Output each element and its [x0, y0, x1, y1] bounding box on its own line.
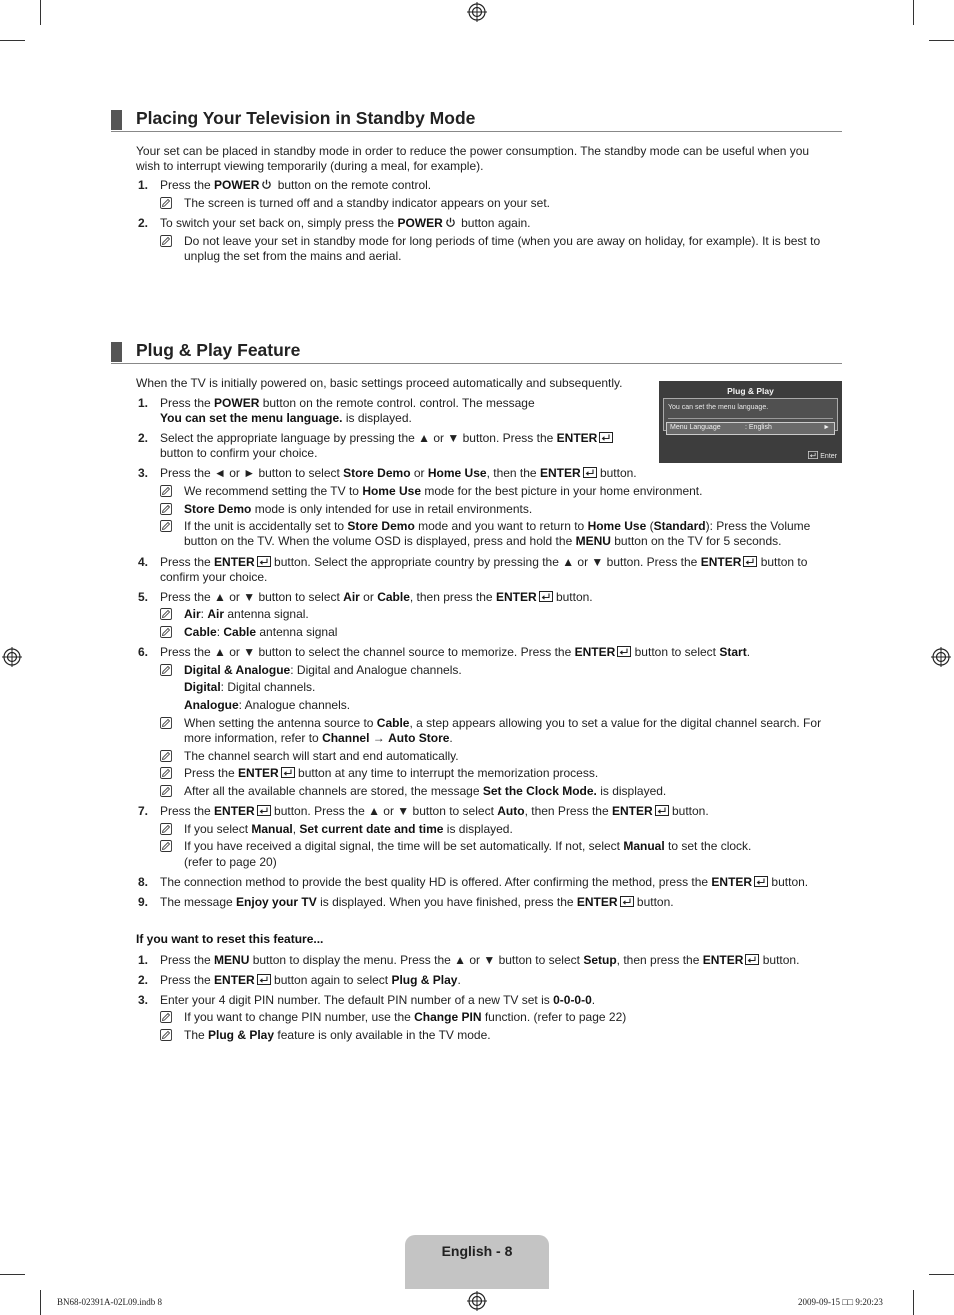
step-text: To switch your set back on, simply press the	[160, 216, 398, 230]
step-number: 1.	[138, 953, 149, 967]
note-icon	[160, 840, 171, 851]
step-number: 2.	[138, 973, 149, 987]
step-number: 1.	[138, 178, 149, 192]
step-number: 4.	[138, 555, 149, 569]
plug-step6-note2-line2: more information, refer to Channel → Auto Store.	[184, 731, 453, 745]
plug-step4: Press the ENTER button. Select the appropriate country by pressing the ▲ or ▼ button. Press the ENTER button to	[160, 555, 808, 569]
standby-step1-note: The screen is turned off and a standby indicator appears on your set.	[184, 196, 550, 210]
reset-heading	[136, 932, 323, 947]
plug-step6-note1-line2: Digital: Digital channels.	[184, 680, 316, 694]
note-icon	[160, 785, 171, 796]
plug-step3-note2: Store Demo mode is only intended for use in retail environments.	[184, 502, 533, 516]
print-footer-right: 2009-09-15 □□ 9:20:23	[798, 1297, 883, 1307]
power-keyword: POWER	[397, 216, 443, 230]
enter-icon	[743, 556, 757, 567]
standby-step2-note-line1: Do not leave your set in standby mode for long periods of time (when you are away on holiday, for example). It is best to	[184, 234, 821, 248]
osd-row-label: Menu Language	[670, 424, 721, 431]
standby-intro-line2: wish to interrupt viewing temporarily (during a meal, for example).	[136, 159, 484, 173]
section-title-bar	[111, 342, 122, 362]
step-number: 7.	[138, 804, 149, 818]
enter-icon	[583, 467, 597, 478]
standby-intro-line1: Your set can be placed in standby mode in order to reduce the power consumption. The standby mode can be useful when you	[136, 144, 810, 158]
note-icon	[160, 520, 171, 531]
plug-step6-note2: When setting the antenna source to Cable, a step appears allowing you to set a value for the digital channel search. For	[184, 716, 822, 730]
osd-title: Plug & Play	[727, 386, 774, 396]
plug-step9: The message Enjoy your TV is displayed. When you have finished, press the ENTER button.	[160, 895, 674, 909]
section-title-bar	[111, 110, 122, 130]
note-icon	[160, 750, 171, 761]
step-text: Press the	[160, 178, 215, 192]
registration-mark-icon	[467, 1291, 487, 1311]
plug-step6-note5: After all the available channels are stored, the message Set the Clock Mode. is displayed.	[184, 784, 667, 798]
osd-message: You can set the menu language.	[668, 404, 769, 411]
crop-mark	[0, 40, 25, 41]
plug-step8: The connection method to provide the best quality HD is offered. After confirming the method, press the ENTER button.	[160, 875, 809, 889]
osd-menu-language-row	[666, 422, 835, 435]
note-icon	[160, 664, 171, 675]
registration-mark-icon	[2, 647, 22, 667]
section-title-text: Placing Your Television in Standby Mode	[136, 108, 476, 128]
standby-step2	[160, 216, 531, 231]
crop-mark	[929, 1274, 954, 1275]
plug-step7-note2: If you have received a digital signal, the time will be set automatically. If not, select Manual to set the clock.	[184, 839, 752, 853]
plug-step3-note1: We recommend setting the TV to Home Use mode for the best picture in your home environment.	[184, 484, 703, 498]
reset-step3: Enter your 4 digit PIN number. The default PIN number of a new TV set is 0-0-0-0.	[160, 993, 596, 1007]
note-icon	[160, 823, 171, 834]
osd-panel	[663, 398, 838, 431]
note-icon	[160, 767, 171, 778]
section-title-standby	[111, 109, 842, 132]
enter-icon	[257, 556, 271, 567]
step-number: 6.	[138, 645, 149, 659]
section-title-plug-and-play	[111, 341, 842, 364]
plug-step3: Press the ◄ or ► button to select Store Demo or Home Use, then the ENTER button.	[160, 466, 637, 480]
note-icon	[160, 197, 171, 208]
plug-step7-note1: If you select Manual, Set current date and time is displayed.	[184, 822, 513, 836]
plug-step7: Press the ENTER button. Press the ▲ or ▼ button to select Auto, then Press the ENTER button.	[160, 804, 709, 818]
plug-step2: Select the appropriate language by pressing the ▲ or ▼ button. Press the ENTER	[160, 431, 613, 446]
reset-step3-note1: If you want to change PIN number, use the Change PIN function. (refer to page 22)	[184, 1010, 627, 1024]
reset-step2: Press the ENTER button again to select Plug & Play.	[160, 973, 461, 987]
step-number: 1.	[138, 396, 149, 410]
step-number: 5.	[138, 590, 149, 604]
plug-step6-note4: Press the ENTER button at any time to interrupt the memorization process.	[184, 766, 599, 780]
standby-step1	[160, 178, 431, 193]
enter-icon	[281, 767, 295, 778]
enter-icon	[599, 432, 613, 443]
plug-step3-note3: If the unit is accidentally set to Store Demo mode and you want to return to Home Use (Standard): Press the Volume	[184, 519, 811, 533]
plug-step5-note2: Cable: Cable antenna signal	[184, 625, 338, 639]
crop-mark	[0, 1274, 25, 1275]
plug-step6-note1-line3: Analogue: Analogue channels.	[184, 698, 351, 712]
note-icon	[160, 717, 171, 728]
enter-icon	[754, 876, 768, 887]
plug-step2-line2: button to confirm your choice.	[160, 446, 318, 460]
osd-footer-label: Enter	[820, 453, 837, 460]
power-keyword: POWER	[214, 178, 260, 192]
step-number: 3.	[138, 993, 149, 1007]
step-number: 8.	[138, 875, 149, 889]
reset-step1: Press the MENU button to display the menu. Press the ▲ or ▼ button to select Setup, then press the ENTER button.	[160, 953, 800, 967]
note-icon	[160, 608, 171, 619]
reset-heading-text: If you want to reset this feature...	[136, 932, 324, 946]
crop-mark	[913, 1290, 914, 1315]
enter-icon	[617, 646, 631, 657]
step-text: button on the remote control.	[274, 178, 432, 192]
enter-icon	[257, 805, 271, 816]
plug-step1-line2: You can set the menu language. is displayed.	[160, 411, 412, 425]
plug-step4-line2: confirm your choice.	[160, 570, 268, 584]
step-number: 2.	[138, 431, 149, 445]
enter-icon	[655, 805, 669, 816]
reset-step3-note2: The Plug & Play feature is only available in the TV mode.	[184, 1028, 491, 1042]
note-icon	[160, 1011, 171, 1022]
enter-icon	[539, 591, 553, 602]
plug-step1: Press the POWER button on the remote control. control. The message	[160, 396, 535, 410]
osd-footer	[808, 451, 837, 460]
print-footer-left: BN68-02391A-02L09.indb 8	[57, 1297, 162, 1307]
power-icon	[445, 217, 456, 228]
plug-step6: Press the ▲ or ▼ button to select the channel source to memorize. Press the ENTER button to select Start.	[160, 645, 751, 659]
note-icon	[160, 1029, 171, 1040]
plug-intro: When the TV is initially powered on, basic settings proceed automatically and subsequently.	[136, 376, 623, 390]
note-icon	[160, 235, 171, 246]
registration-mark-icon	[931, 647, 951, 667]
osd-screenshot	[659, 381, 842, 463]
enter-icon	[620, 896, 634, 907]
registration-mark-icon	[467, 2, 487, 22]
note-icon	[160, 485, 171, 496]
section-title-text: Plug & Play Feature	[136, 340, 301, 360]
enter-icon	[745, 954, 759, 965]
osd-arrow-icon: ►	[823, 424, 830, 431]
plug-step5-note1: Air: Air antenna signal.	[184, 607, 309, 621]
crop-mark	[913, 0, 914, 25]
plug-step3-note3-line2: button on the TV. When the volume OSD is displayed, press and hold the MENU button on the TV for 5 seconds.	[184, 534, 782, 548]
crop-mark	[929, 40, 954, 41]
step-number: 9.	[138, 895, 149, 909]
enter-icon	[808, 451, 818, 459]
crop-mark	[40, 0, 41, 25]
crop-mark	[40, 1290, 41, 1315]
plug-step6-note1: Digital & Analogue: Digital and Analogue channels.	[184, 663, 462, 677]
power-icon	[261, 179, 272, 190]
step-text: button again.	[457, 216, 531, 230]
plug-step5: Press the ▲ or ▼ button to select Air or Cable, then press the ENTER button.	[160, 590, 593, 604]
plug-step6-note3: The channel search will start and end automatically.	[184, 749, 459, 763]
note-icon	[160, 626, 171, 637]
page-number: English - 8	[441, 1243, 513, 1259]
plug-step7-note2-line2: (refer to page 20)	[184, 855, 277, 869]
page-number-tab	[405, 1235, 549, 1289]
step-number: 3.	[138, 466, 149, 480]
step-number: 2.	[138, 216, 149, 230]
note-icon	[160, 503, 171, 514]
enter-icon	[257, 974, 271, 985]
osd-row-value: : English	[745, 424, 772, 431]
standby-step2-note-line2: unplug the set from the mains and aerial.	[184, 249, 402, 263]
osd-divider	[668, 418, 833, 419]
